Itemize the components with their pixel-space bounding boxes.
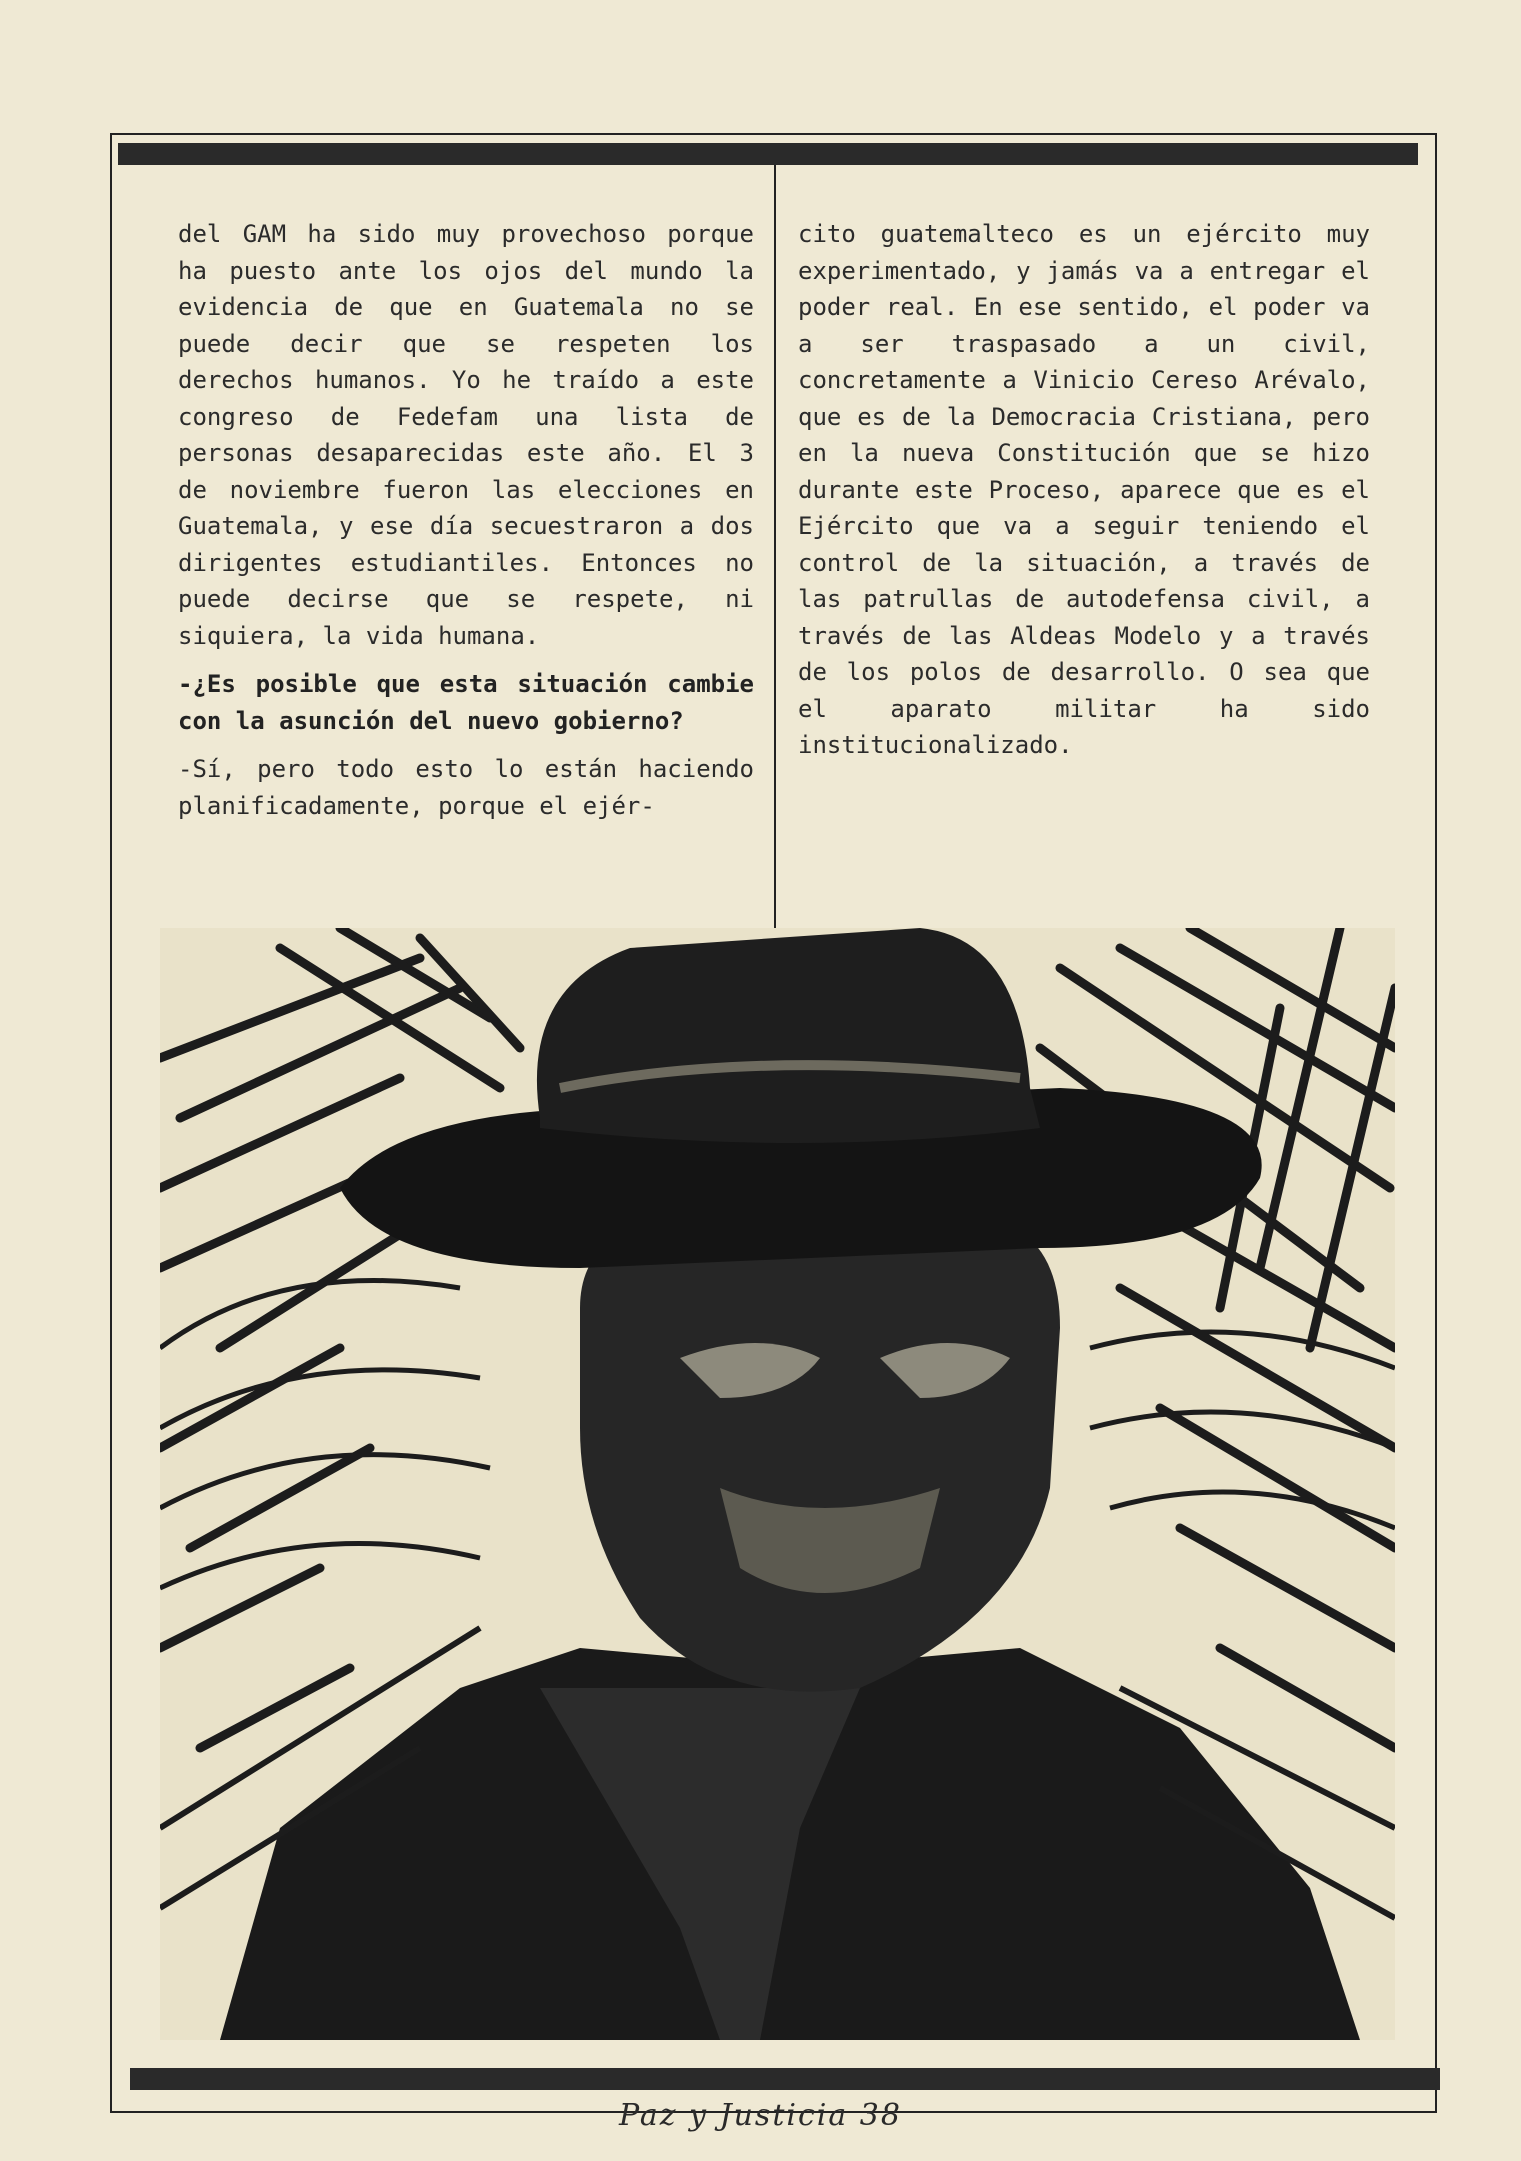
column-divider: [774, 165, 776, 935]
top-rule: [118, 143, 1418, 165]
page-footer: Paz y Justicia 38: [619, 2098, 902, 2133]
answer-paragraph: cito guatemalteco es un ejército muy experimentado, y jamás va a entregar el poder real. En ese sentido, el poder va a ser traspasado a un civil, concretamente a Vinicio Cereso Arévalo, que es de la Democracia Cristiana, pero en la nueva Constitución que se hizo durante este Proceso, aparece que es el Ejército que va a seguir teniendo el control de la situación, a través de las patrullas de autodefensa civil, a través de las Aldeas Modelo y a través de los polos de desarrollo. O sea que el aparato militar ha sido institucionalizado.: [798, 220, 1370, 759]
answer-paragraph: -Sí, pero todo esto lo están haciendo planificadamente, porque el ejér-: [178, 755, 754, 820]
portrait-photo: [160, 928, 1395, 2040]
question-paragraph: -¿Es posible que esta situación cambie con la asunción del nuevo gobierno?: [178, 670, 754, 735]
left-text-column: [178, 216, 754, 836]
right-text-column: [798, 216, 1370, 776]
answer-paragraph: del GAM ha sido muy provechoso porque ha puesto ante los ojos del mundo la evidencia de que en Guatemala no se puede decir que se respeten los derechos humanos. Yo he traído a este congreso de Fedefam una lista de personas desaparecidas este año. El 3 de noviembre fueron las elecciones en Guatemala, y ese día secuestraron a dos dirigentes estudiantiles. Entonces no puede decirse que se respete, ni siquiera, la vida humana.: [178, 220, 754, 650]
bottom-rule: [130, 2068, 1440, 2090]
